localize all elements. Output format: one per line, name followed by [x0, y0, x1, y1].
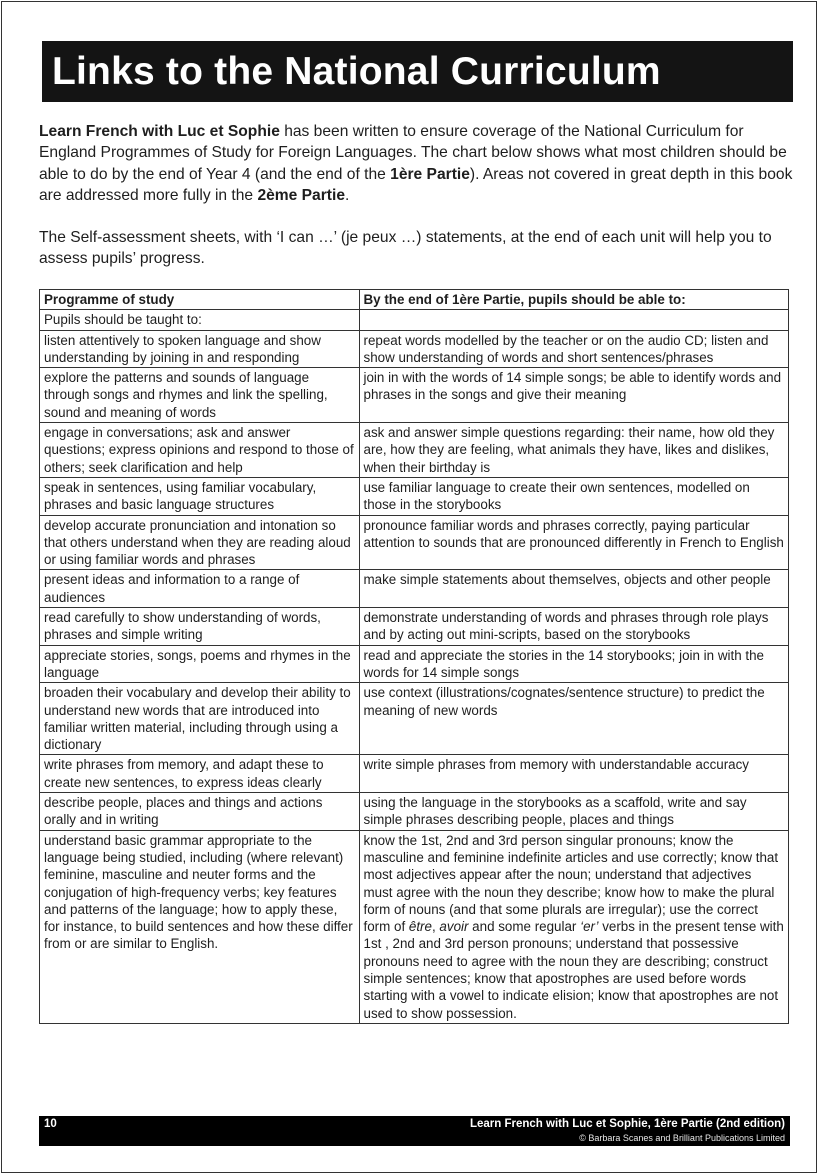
- table-row: [40, 330, 789, 368]
- programme-of-study-cell: broaden their vocabulary and develop their ability to understand new words that are introduced into familiar written material, including through using a dictionary: [40, 683, 360, 755]
- table-row: [40, 683, 789, 755]
- programme-of-study-cell: speak in sentences, using familiar vocabulary, phrases and basic language structures: [40, 477, 360, 515]
- pupil-outcome-cell: know the 1st, 2nd and 3rd person singular pronouns; know the masculine and feminine indefinite articles and use correctly; know that most adjectives appear after the noun; understand that adjectives must agree with the noun they describe; know how to make the plural form of nouns (and that some plurals are irregular); use the correct form of être, avoir and some regular ‘er’ verbs in the present tense with 1st , 2nd and 3rd person pronouns; understand that possessive pronouns need to agree with the noun they are describing; construct simple sentences; know that apostrophes are used before words starting with a vowel to indicate elision; know that apostrophes are not used to show possession.: [359, 830, 789, 1023]
- intro-text-run: ). Areas not covered in great depth in this book are addressed more fully in the: [39, 165, 793, 204]
- table-row: [40, 570, 789, 608]
- intro-bold-run: 1ère Partie: [390, 165, 470, 183]
- programme-of-study-cell: read carefully to show understanding of words, phrases and simple writing: [40, 608, 360, 646]
- table-row: [40, 793, 789, 831]
- pupil-outcome-cell: using the language in the storybooks as a scaffold, write and say simple phrases describing people, places and things: [359, 793, 789, 831]
- intro-bold-run: 2ème Partie: [257, 186, 345, 204]
- pupil-outcome-cell: pronounce familiar words and phrases correctly, paying particular attention to sounds that are pronounced differently in French to English: [359, 515, 789, 570]
- programme-of-study-cell: write phrases from memory, and adapt these to create new sentences, to express ideas clearly: [40, 755, 360, 793]
- pupil-outcome-cell: use familiar language to create their own sentences, modelled on those in the storybooks: [359, 477, 789, 515]
- title-banner: [42, 41, 793, 102]
- intro-text: [39, 121, 799, 291]
- curriculum-table: [39, 289, 789, 1024]
- programme-of-study-cell: listen attentively to spoken language and show understanding by joining in and responding: [40, 330, 360, 368]
- table-row: [40, 830, 789, 1023]
- table-row: [40, 310, 789, 330]
- header-programme-of-study: Programme of study: [40, 290, 360, 310]
- intro-paragraph-1: [39, 121, 799, 206]
- table-row: [40, 477, 789, 515]
- pupil-outcome-cell: [359, 310, 789, 330]
- pupil-outcome-cell: join in with the words of 14 simple songs; be able to identify words and phrases in the songs and give their meaning: [359, 368, 789, 423]
- footer-copyright: © Barbara Scanes and Brilliant Publications Limited: [579, 1133, 785, 1143]
- programme-of-study-cell: Pupils should be taught to:: [40, 310, 360, 330]
- table-row: [40, 645, 789, 683]
- pupil-outcome-cell: demonstrate understanding of words and phrases through role plays and by acting out mini-scripts, based on the storybooks: [359, 608, 789, 646]
- pupil-outcome-cell: repeat words modelled by the teacher or on the audio CD; listen and show understanding of words and short sentences/phrases: [359, 330, 789, 368]
- pupil-outcome-cell: ask and answer simple questions regarding: their name, how old they are, how they are feeling, what animals they have, likes and dislikes, when their birthday is: [359, 423, 789, 478]
- pupil-outcome-cell: make simple statements about themselves, objects and other people: [359, 570, 789, 608]
- table-row: [40, 608, 789, 646]
- programme-of-study-cell: develop accurate pronunciation and intonation so that others understand when they are reading aloud or using familiar words and phrases: [40, 515, 360, 570]
- french-term: ‘er’: [580, 919, 599, 935]
- pupil-outcome-cell: write simple phrases from memory with understandable accuracy: [359, 755, 789, 793]
- table-header-row: [40, 290, 789, 310]
- table-row: [40, 515, 789, 570]
- french-term: avoir: [439, 919, 469, 935]
- programme-of-study-cell: explore the patterns and sounds of language through songs and rhymes and link the spelling, sound and meaning of words: [40, 368, 360, 423]
- programme-of-study-cell: engage in conversations; ask and answer questions; express opinions and respond to those of others; seek clarification and help: [40, 423, 360, 478]
- footer-book-title: Learn French with Luc et Sophie, 1ère Partie (2nd edition): [469, 1118, 785, 1130]
- intro-text-run: .: [345, 186, 350, 204]
- programme-of-study-cell: appreciate stories, songs, poems and rhymes in the language: [40, 645, 360, 683]
- table-row: [40, 368, 789, 423]
- programme-of-study-cell: present ideas and information to a range of audiences: [40, 570, 360, 608]
- table-body: [40, 310, 789, 1024]
- intro-bold-run: Learn French with Luc et Sophie: [39, 123, 280, 140]
- table-row: [40, 423, 789, 478]
- programme-of-study-cell: understand basic grammar appropriate to the language being studied, including (where relevant) feminine, masculine and neuter forms and the conjugation of high-frequency verbs; key features and patterns of the language; how to apply these, for instance, to build sentences and how these differ from or are similar to English.: [40, 830, 360, 1023]
- page-title: Links to the National Curriculum: [52, 50, 661, 93]
- footer-bar: [39, 1116, 790, 1146]
- pupil-outcome-cell: use context (illustrations/cognates/sentence structure) to predict the meaning of new words: [359, 683, 789, 755]
- programme-of-study-cell: describe people, places and things and actions orally and in writing: [40, 793, 360, 831]
- header-pupils-able-to: By the end of 1ère Partie, pupils should be able to:: [359, 290, 789, 310]
- table-row: [40, 755, 789, 793]
- intro-paragraph-2: The Self-assessment sheets, with ‘I can …’ (je peux …) statements, at the end of each unit will help you to assess pupils’ progress.: [39, 229, 772, 268]
- intro-text-run: has been written to ensure coverage of the National Curriculum for England Programmes of Study for Foreign Languages. The chart below shows what most children should be able to do by the end of Year 4 (and the end of the: [39, 123, 787, 183]
- pupil-outcome-cell: read and appreciate the stories in the 14 storybooks; join in with the words for 14 simple songs: [359, 645, 789, 683]
- french-term: être: [408, 919, 432, 935]
- page-number: 10: [44, 1118, 57, 1130]
